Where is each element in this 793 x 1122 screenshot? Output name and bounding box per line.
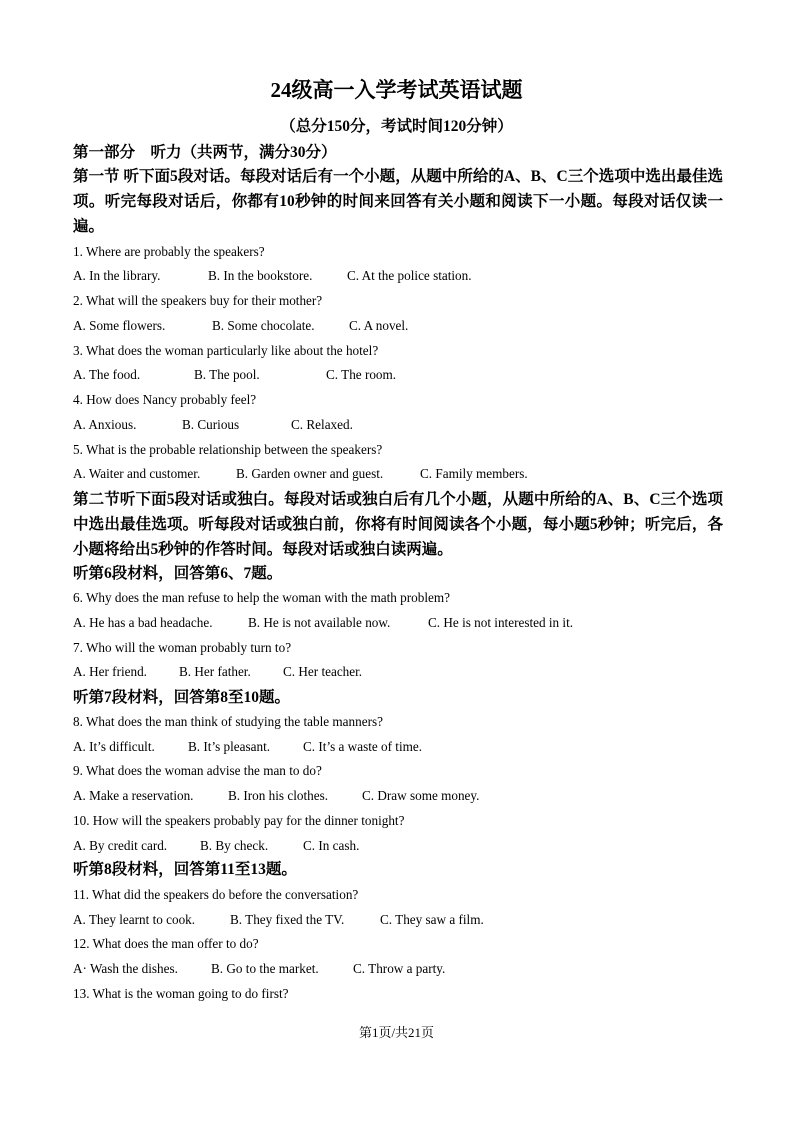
option-c: C. The room. xyxy=(326,367,397,382)
option-a: A. Anxious. xyxy=(73,417,137,432)
question-6: 6. Why does the man refuse to help the woman with the math problem? xyxy=(73,590,450,605)
option-b: B. Her father. xyxy=(179,664,251,679)
question-7: 7. Who will the woman probably turn to? xyxy=(73,640,292,655)
option-b: B. Some chocolate. xyxy=(212,318,315,333)
option-a: A. Make a reservation. xyxy=(73,788,194,803)
option-c: C. Draw some money. xyxy=(362,788,480,803)
question-2: 2. What will the speakers buy for their mother? xyxy=(73,293,323,308)
material-6-heading: 听第6段材料，回答第6、7题。 xyxy=(73,565,283,582)
option-c: C. It’s a waste of time. xyxy=(303,739,423,754)
option-b: B. Iron his clothes. xyxy=(228,788,328,803)
option-a: A. By credit card. xyxy=(73,838,168,853)
option-a: A· Wash the dishes. xyxy=(73,961,178,976)
question-12: 12. What does the man offer to do? xyxy=(73,936,259,951)
page-indicator: 第1页/共21页 xyxy=(358,1025,435,1040)
option-c: C. Relaxed. xyxy=(291,417,353,432)
option-a: A. The food. xyxy=(73,367,141,382)
option-c: C. In cash. xyxy=(303,838,360,853)
page-title: 24级高一入学考试英语试题 xyxy=(270,78,523,102)
option-b: B. He is not available now. xyxy=(248,615,391,630)
option-b: B. Curious xyxy=(182,417,240,432)
option-a: A. It’s difficult. xyxy=(73,739,155,754)
material-7-heading: 听第7段材料，回答第8至10题。 xyxy=(73,689,291,706)
option-c: C. He is not interested in it. xyxy=(428,615,574,630)
exam-subtitle: （总分150分，考试时间120分钟） xyxy=(280,118,513,135)
option-a: A. He has a bad headache. xyxy=(73,615,213,630)
option-b: B. Go to the market. xyxy=(211,961,319,976)
option-a: A. They learnt to cook. xyxy=(73,912,196,927)
option-b: B. It’s pleasant. xyxy=(188,739,271,754)
option-b: B. In the bookstore. xyxy=(208,268,313,283)
option-c: C. A novel. xyxy=(349,318,409,333)
section1-instructions: 第一节 听下面5段对话。每段对话后有一个小题，从题中所给的A、B、C三个选项中选出最佳选项。听完每段对话后，你都有10秒钟的时间来回答有关小题和阅读下一小题。每段对话仅读一遍。 xyxy=(73,168,723,235)
part1-heading: 第一部分 听力（共两节，满分30分） xyxy=(73,144,337,161)
question-13: 13. What is the woman going to do first? xyxy=(73,986,289,1001)
option-c: C. Throw a party. xyxy=(353,961,446,976)
option-c: C. At the police station. xyxy=(347,268,472,283)
question-9: 9. What does the woman advise the man to do? xyxy=(73,763,322,778)
question-8: 8. What does the man think of studying the table manners? xyxy=(73,714,383,729)
material-8-heading: 听第8段材料，回答第11至13题。 xyxy=(73,861,297,878)
option-b: B. By check. xyxy=(200,838,269,853)
option-c: C. Family members. xyxy=(420,466,528,481)
question-1: 1. Where are probably the speakers? xyxy=(73,244,265,259)
question-3: 3. What does the woman particularly like about the hotel? xyxy=(73,343,379,358)
section2-instructions: 第二节听下面5段对话或独白。每段对话或独白后有几个小题，从题中所给的A、B、C三个选项中选出最佳选项。听每段对话或独白前，你将有时间阅读各个小题，每小题5秒钟；听完后，各小题将给出5秒钟的作答时间。每段对话或独白读两遍。 xyxy=(73,491,723,558)
question-10: 10. How will the speakers probably pay for the dinner tonight? xyxy=(73,813,405,828)
option-a: A. Waiter and customer. xyxy=(73,466,201,481)
question-11: 11. What did the speakers do before the conversation? xyxy=(73,887,359,902)
option-a: A. Some flowers. xyxy=(73,318,166,333)
option-a: A. In the library. xyxy=(73,268,161,283)
option-b: B. The pool. xyxy=(194,367,260,382)
option-c: C. Her teacher. xyxy=(283,664,363,679)
option-b: B. They fixed the TV. xyxy=(230,912,345,927)
option-b: B. Garden owner and guest. xyxy=(236,466,384,481)
question-4: 4. How does Nancy probably feel? xyxy=(73,392,257,407)
option-a: A. Her friend. xyxy=(73,664,147,679)
question-5: 5. What is the probable relationship between the speakers? xyxy=(73,442,383,457)
option-c: C. They saw a film. xyxy=(380,912,484,927)
